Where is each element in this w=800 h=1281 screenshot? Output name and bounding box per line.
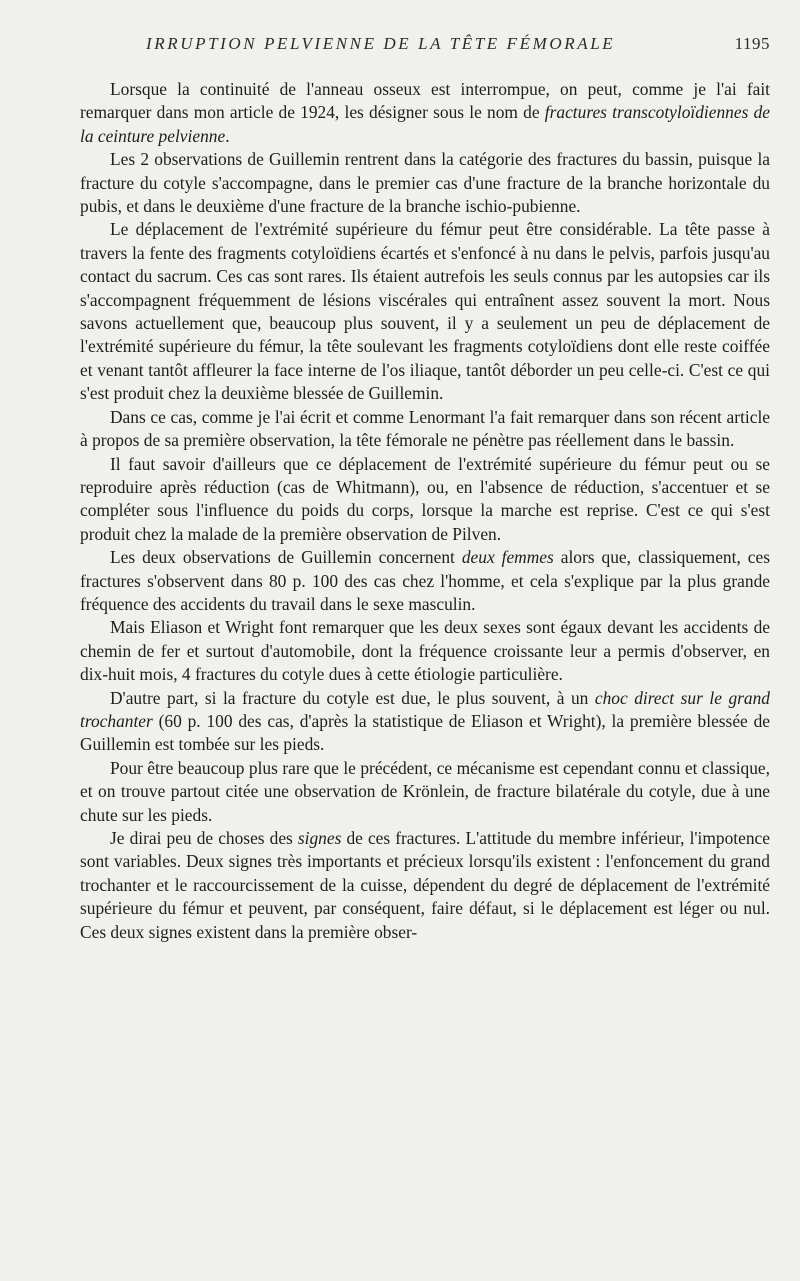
text-run: Lorsque la continuité de l'anneau osseux est interrompue, on peut, comme je l'ai fait remarquer dans mon article de 1924, les désigner sous le nom de	[80, 79, 770, 123]
paragraph	[80, 827, 770, 944]
paragraph	[80, 546, 770, 616]
page-number: 1195	[734, 34, 770, 53]
text-run: .	[225, 125, 230, 146]
paragraph	[80, 757, 770, 827]
italic-text: fractures transcotyloïdiennes de la ceinture pelvienne	[80, 102, 770, 146]
text-run: Mais Eliason et Wright font remarquer que les deux sexes sont égaux devant les accidents de chemin de fer et surtout d'automobile, dont la fréquence croissante leur a permis d'observer, en dix-huit mois, 4 fractures du cotyle dues à cette étiologie particulière.	[80, 617, 770, 685]
paragraph	[80, 406, 770, 453]
paragraph	[80, 616, 770, 686]
text-run: Dans ce cas, comme je l'ai écrit et comme Lenormant l'a fait remarquer dans son récent article à propos de sa première observation, la tête fémorale ne pénètre pas réellement dans le bassin.	[80, 406, 770, 451]
text-run: (60 p. 100 des cas, d'après la statistique de Eliason et Wright), la première blessée de Guillemin est tombée sur les pieds.	[80, 710, 770, 755]
text-run: Pour être beaucoup plus rare que le précédent, ce mécanisme est cependant connu et classique, et on trouve partout citée une observation de Krönlein, de fracture bilatérale du cotyle, due à une chute sur les pieds.	[80, 757, 770, 825]
text-run: de ces fractures. L'attitude du membre inférieur, l'impotence sont variables. Deux signes très importants et précieux lorsqu'ils existent : l'enfoncement du grand trochanter et le raccourcissement de la cuisse, dépendent du degré de déplacement de l'extrémité supérieure du fémur et peuvent, par conséquent, faire défaut, si le déplacement est léger ou nul. Ces deux signes existent dans la première obser-	[80, 828, 770, 942]
running-title: IRRUPTION PELVIENNE DE LA TÊTE FÉMORALE	[146, 34, 616, 53]
running-head	[80, 34, 770, 58]
text-run: D'autre part, si la fracture du cotyle est due, le plus souvent, à un	[110, 687, 595, 708]
text-run: Les deux observations de Guillemin concernent	[110, 547, 462, 568]
text-run: Je dirai peu de choses des	[110, 828, 298, 848]
italic-text: deux femmes	[461, 547, 554, 568]
italic-text: signes	[297, 828, 342, 848]
text-run: alors que, classiquement, ces fractures s'observent dans 80 p. 100 des cas chez l'homme, et cela s'explique par la plus grande fréquence des accidents du travail dans le sexe masculin.	[80, 547, 770, 614]
paragraph	[80, 218, 770, 405]
text-run: Les 2 observations de Guillemin rentrent dans la catégorie des fractures du bassin, puisque la fracture du cotyle s'accompagne, dans le premier cas d'une fracture de la branche horizontale du pubis, et dans le deuxième d'une fracture de la branche ischio-pubienne.	[80, 149, 770, 217]
text-run: Le déplacement de l'extrémité supérieure du fémur peut être considérable. La tête passe à travers la fente des fragments cotyloïdiens écartés et s'enfoncé à nu dans le pelvis, parfois jusqu'au contact du sacrum. Ces cas sont rares. Ils étaient autrefois les seuls connus par les autopsies car ils s'accompagnent fréquemment de lésions viscérales qui entraînent assez souvent la mort. Nous savons actuellement que, beaucoup plus souvent, il y a seulement un peu de déplacement de l'extrémité supérieure du fémur, la tête soulevant les fragments cotyloïdiens dont elle reste coiffée et venant tantôt affleurer la face interne de l'os iliaque, tantôt déborder un peu celle-ci. C'est ce qui s'est produit chez la deuxième blessée de Guillemin.	[80, 219, 770, 404]
paragraph	[80, 148, 770, 218]
paragraph	[80, 78, 770, 148]
text-run: Il faut savoir d'ailleurs que ce déplacement de l'extrémité supérieure du fémur peut ou se reproduire après réduction (cas de Whitmann), ou, en l'absence de réduction, s'accentuer et se compléter sous l'influence du poids du corps, lorsque la marche est reprise. C'est ce qui s'est produit chez la malade de la première observation de Pilven.	[80, 453, 770, 544]
paragraph	[80, 453, 770, 547]
paragraph	[80, 687, 770, 757]
italic-text: choc direct sur le grand trochanter	[80, 687, 770, 731]
article-body	[80, 78, 770, 944]
